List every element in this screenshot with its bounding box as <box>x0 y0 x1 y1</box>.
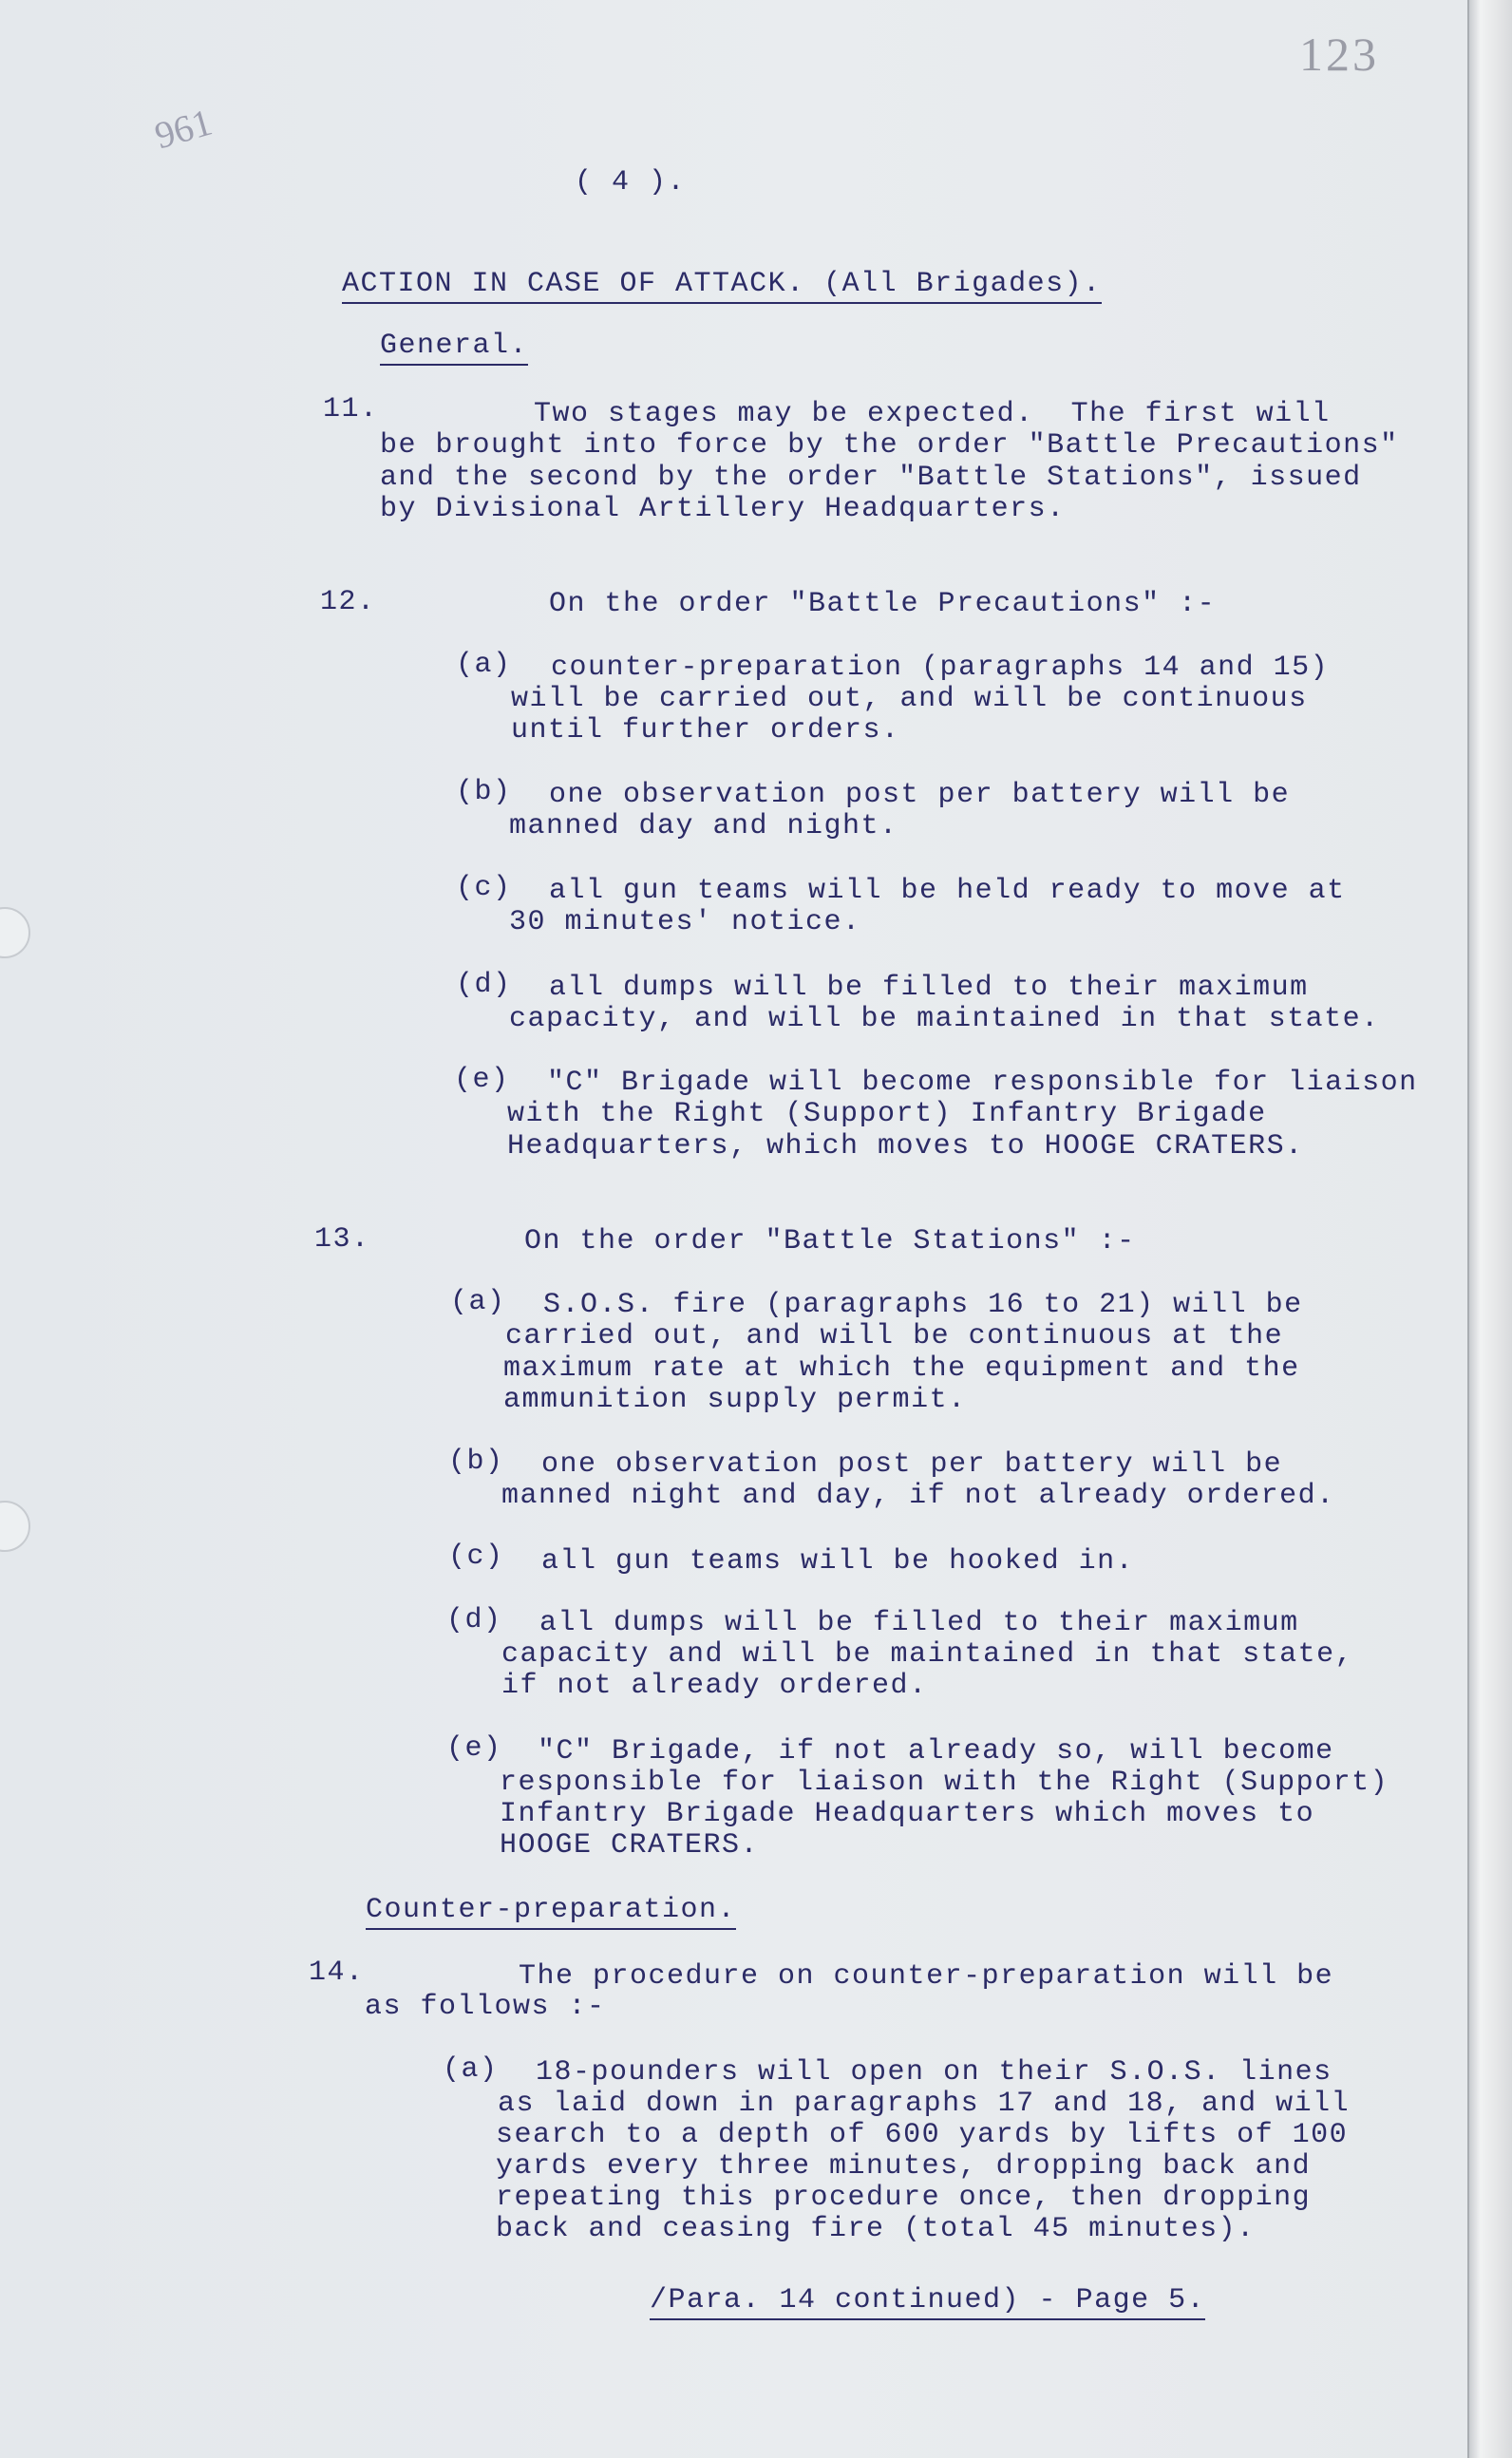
para-12-item-label: (b) <box>456 776 512 808</box>
para-13-item-label: (a) <box>450 1286 506 1318</box>
para-12-item-label: (a) <box>456 649 512 681</box>
para-13-item-line: all dumps will be filled to their maximum <box>539 1607 1299 1639</box>
para-12-item-line: all dumps will be filled to their maximum <box>549 972 1309 1004</box>
para-13-item-label: (c) <box>448 1541 504 1573</box>
para-12-item-line: until further orders. <box>511 714 900 747</box>
para-13-item-line: maximum rate at which the equipment and the <box>503 1352 1300 1385</box>
para-12-item-line: with the Right (Support) Infantry Brigade <box>507 1098 1267 1130</box>
para-11-number: 11. <box>323 393 379 425</box>
para-13-item-label: (b) <box>448 1446 504 1478</box>
para-13-item-line: responsible for liaison with the Right (Support) <box>500 1767 1389 1799</box>
para-14-item-line: yards every three minutes, dropping back and <box>496 2150 1312 2183</box>
para-11-line: by Divisional Artillery Headquarters. <box>380 493 1066 525</box>
para-12-intro: On the order "Battle Precautions" :- <box>549 588 1217 620</box>
para-12-item-line: counter-preparation (paragraphs 14 and 15) <box>551 652 1330 684</box>
para-13-item-line: capacity and will be maintained in that state, <box>501 1638 1354 1671</box>
para-11-line: Two stages may be expected. The first will <box>534 398 1331 430</box>
pencil-folio-mark: 961 <box>149 100 217 158</box>
para-14-item-line: back and ceasing fire (total 45 minutes). <box>496 2213 1256 2245</box>
heading: ACTION IN CASE OF ATTACK. (All Brigades). <box>342 268 1102 304</box>
subheading-general: General. <box>380 330 528 366</box>
para-12-item-line: all gun teams will be held ready to move at <box>549 875 1346 907</box>
para-13-item-line: Infantry Brigade Headquarters which moves to <box>500 1798 1315 1830</box>
para-11-line: be brought into force by the order "Battle Precautions" <box>380 429 1399 462</box>
para-13-item-line: "C" Brigade, if not already so, will become <box>538 1735 1334 1768</box>
para-13-item-line: manned night and day, if not already ordered. <box>501 1480 1335 1512</box>
punch-hole <box>0 1501 30 1552</box>
punch-hole <box>0 907 30 958</box>
para-14-line: The procedure on counter-preparation will be <box>519 1960 1334 1993</box>
para-14-line: as follows :- <box>365 1991 606 2023</box>
para-12-item-line: "C" Brigade will become responsible for liaison <box>547 1067 1418 1099</box>
para-14-item-line: as laid down in paragraphs 17 and 18, and will <box>498 2088 1351 2120</box>
para-13-item-label: (e) <box>446 1732 502 1765</box>
para-12-number: 12. <box>320 586 376 618</box>
para-13-item-label: (d) <box>446 1604 502 1636</box>
para-12-item-label: (d) <box>456 969 512 1001</box>
subheading-counter-preparation: Counter-preparation. <box>366 1894 736 1930</box>
para-14-item-line: 18-pounders will open on their S.O.S. lines <box>536 2056 1332 2089</box>
para-14-item-line: search to a depth of 600 yards by lifts of 100 <box>496 2119 1349 2151</box>
para-13-item-line: ammunition supply permit. <box>503 1384 967 1416</box>
page-number: 123 <box>1299 28 1379 81</box>
para-13-item-line: if not already ordered. <box>501 1670 928 1702</box>
para-12-item-line: one observation post per battery will be <box>549 779 1291 811</box>
para-14-item-label: (a) <box>443 2053 499 2086</box>
para-12-item-line: will be carried out, and will be continuous <box>511 683 1308 715</box>
para-13-item-line: one observation post per battery will be <box>541 1448 1283 1481</box>
para-13-item-line: HOOGE CRATERS. <box>500 1829 760 1862</box>
para-12-item-label: (e) <box>454 1064 510 1096</box>
para-13-item-line: S.O.S. fire (paragraphs 16 to 21) will be <box>543 1289 1303 1321</box>
para-13-item-line: all gun teams will be hooked in. <box>541 1545 1135 1578</box>
para-12-item-line: capacity, and will be maintained in that state. <box>509 1003 1380 1035</box>
para-12-item-line: manned day and night. <box>509 810 898 842</box>
section-number: ( 4 ). <box>575 166 687 199</box>
para-13-number: 13. <box>314 1223 370 1256</box>
para-11-line: and the second by the order "Battle Stations", issued <box>380 462 1362 494</box>
para-14-number: 14. <box>309 1957 365 1989</box>
para-13-item-line: carried out, and will be continuous at the <box>505 1320 1284 1352</box>
para-12-item-label: (c) <box>456 872 512 904</box>
continuation-note: /Para. 14 continued) - Page 5. <box>650 2284 1205 2320</box>
para-14-item-line: repeating this procedure once, then dropping <box>496 2182 1312 2214</box>
underlying-page-edge <box>1467 0 1512 2458</box>
para-12-item-line: 30 minutes' notice. <box>509 906 861 938</box>
para-13-intro: On the order "Battle Stations" :- <box>524 1225 1136 1257</box>
para-12-item-line: Headquarters, which moves to HOOGE CRATERS. <box>507 1130 1304 1163</box>
